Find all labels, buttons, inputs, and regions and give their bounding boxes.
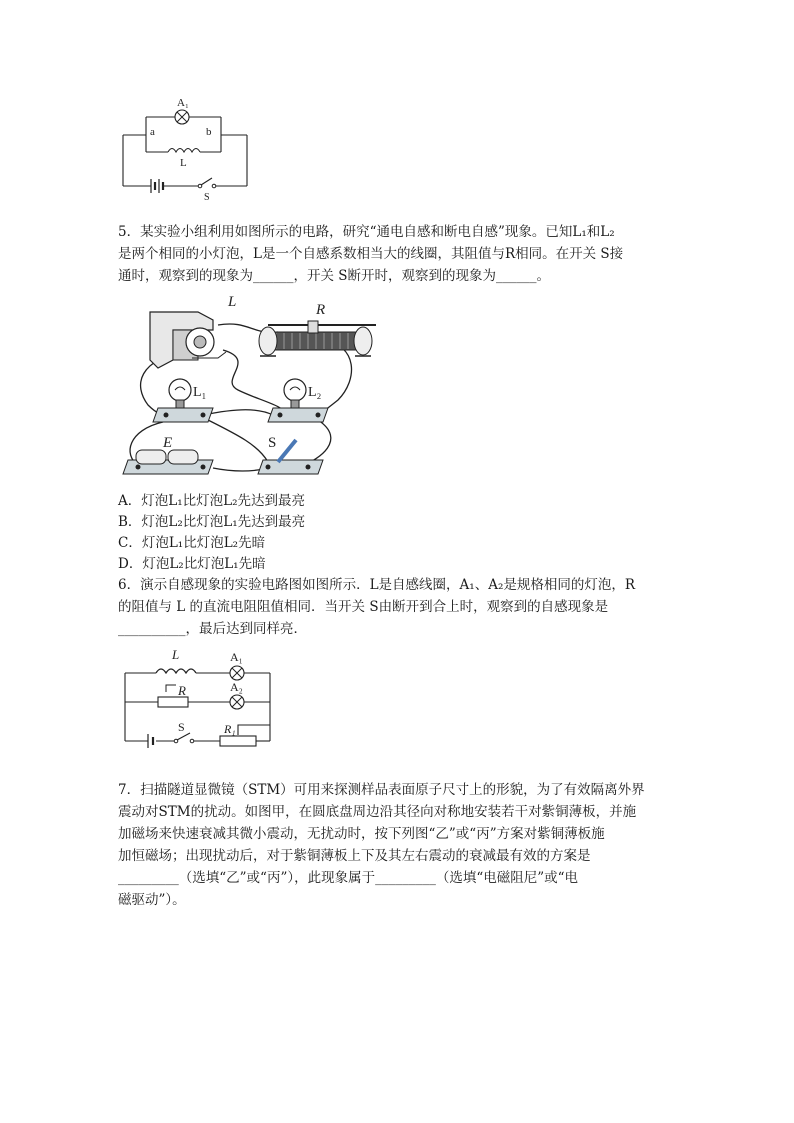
q5-line-1: 5．某实验小组利用如图所示的电路，研究“通电自感和断电自感”现象。已知L₁和L₂ bbox=[118, 224, 615, 240]
q7-line-6: 磁驱动”）。 bbox=[118, 892, 186, 908]
label-l1: L₁ bbox=[193, 385, 207, 400]
figure-1-circuit bbox=[118, 95, 258, 205]
label-node-a: a bbox=[150, 126, 155, 138]
label-coil: L bbox=[180, 157, 187, 169]
q5-option-d: D．灯泡L₂比灯泡L₁先暗 bbox=[118, 556, 266, 572]
label-a2-schematic: A₂ bbox=[230, 680, 243, 694]
battery-schematic bbox=[148, 734, 153, 748]
figure-3-circuit bbox=[118, 645, 278, 750]
ammeter-a1 bbox=[175, 110, 189, 124]
rheostat-r1 bbox=[220, 736, 256, 746]
q7-line-4: 加恒磁场；出现扰动后，对于紫铜薄板上下及其左右震动的衰减最有效的方案是 bbox=[118, 848, 591, 864]
label-l2: L₂ bbox=[308, 385, 322, 400]
q6-line-3: __________，最后达到同样亮． bbox=[118, 621, 307, 637]
lamp-a1 bbox=[230, 666, 244, 680]
label-rheostat-r: R bbox=[316, 302, 326, 318]
label-l: L bbox=[172, 647, 180, 662]
q5-option-a: A．灯泡L₁比灯泡L₂先达到最亮 bbox=[118, 493, 306, 509]
switch-s-schematic bbox=[174, 733, 194, 743]
label-s: S bbox=[178, 720, 185, 734]
q5-line-2: 是两个相同的小灯泡，L是一个自感系数相当大的线圈，其阻值与R相同。在开关 S接 bbox=[118, 246, 624, 262]
rheostat-r bbox=[259, 321, 376, 356]
label-battery-e: E bbox=[163, 435, 173, 451]
label-a1-schematic: A₁ bbox=[230, 650, 243, 664]
label-switch: S bbox=[204, 192, 210, 203]
q7-line-1: 7．扫描隧道显微镜（STM）可用来探测样品表面原子尺寸上的形貌，为了有效隔离外界 bbox=[118, 782, 645, 798]
switch-s bbox=[198, 178, 216, 188]
battery bbox=[151, 179, 163, 193]
label-r1: R₁ bbox=[224, 722, 236, 736]
battery-e bbox=[123, 450, 213, 474]
q5-option-c: C．灯泡L₁比灯泡L₂先暗 bbox=[118, 535, 266, 551]
figure-2-apparatus bbox=[118, 290, 398, 480]
label-node-b: b bbox=[206, 126, 212, 138]
q5-line-3: 通时，观察到的现象为______，开关 S断开时，观察到的现象为______。 bbox=[118, 268, 551, 284]
label-a1: A₁ bbox=[177, 97, 189, 109]
lamp-a2 bbox=[230, 695, 244, 709]
label-coil-l: L bbox=[228, 294, 237, 310]
label-r: R bbox=[178, 683, 186, 698]
coil-l bbox=[168, 149, 200, 153]
q6-line-1: 6．演示自感现象的实验电路图如图所示．L是自感线圈，A₁、A₂是规格相同的灯泡，R bbox=[118, 577, 636, 593]
q7-line-3: 加磁场来快速衰减其微小震动，无扰动时，按下列图“乙”或“丙”方案对紫铜薄板施 bbox=[118, 826, 605, 842]
q7-line-2: 震动对STM的扰动。如图甲，在圆底盘周边沿其径向对称地安装若干对紫铜薄板，并施 bbox=[118, 804, 637, 820]
label-switch-s: S bbox=[268, 435, 277, 451]
q5-option-b: B．灯泡L₂比灯泡L₁先达到最亮 bbox=[118, 514, 306, 530]
coil-l-schematic bbox=[156, 669, 196, 673]
q7-line-5: _________（选填“乙”或“丙”），此现象属于_________（选填“电磁阻尼”或“电 bbox=[118, 870, 579, 886]
coil-l-apparatus bbox=[150, 312, 226, 368]
q6-line-2: 的阻值与 L 的直流电阻阻值相同．当开关 S由断开到合上时，观察到的自感现象是 bbox=[118, 599, 609, 615]
